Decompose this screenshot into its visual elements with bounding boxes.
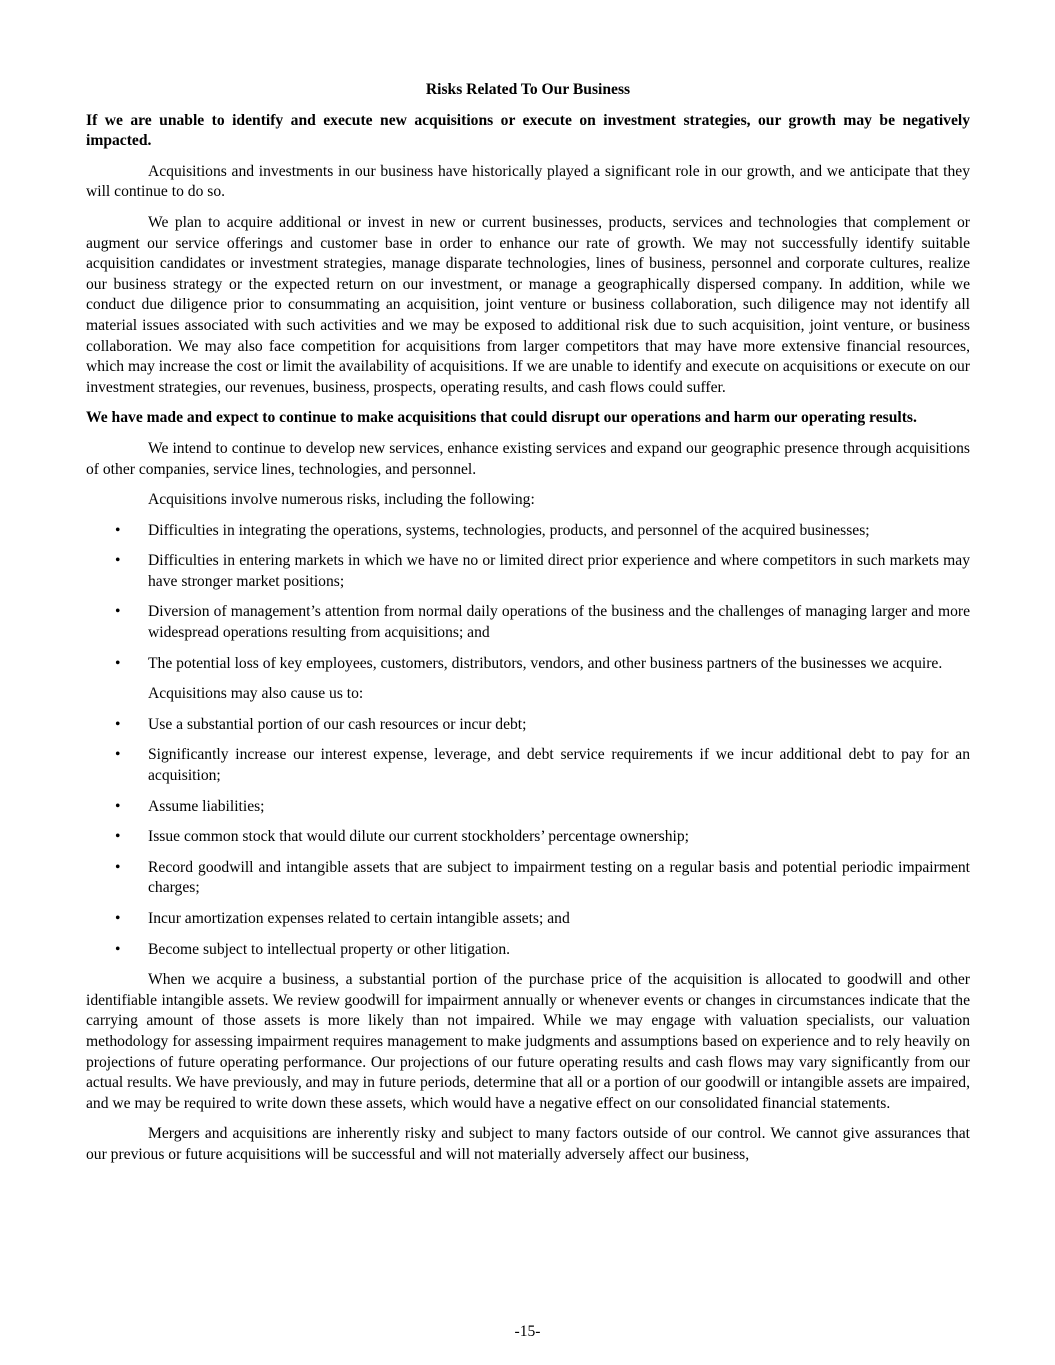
list-item	[86, 858, 970, 899]
document-page	[86, 80, 970, 1166]
list-item	[86, 715, 970, 736]
paragraph-mergers-risk: Mergers and acquisitions are inherently risky and subject to many factors outside of our control. We cannot give assurances that our previous or future acquisitions will be successful and will not materially adversely affect our business,	[86, 1125, 970, 1163]
list-item-text: Difficulties in integrating the operations, systems, technologies, products, and personnel of the acquired businesses;	[148, 521, 870, 539]
bullet-icon: •	[115, 910, 121, 927]
bullet-icon: •	[115, 858, 121, 876]
bullet-icon: •	[115, 828, 121, 846]
list-item-text: Record goodwill and intangible assets that are subject to impairment testing on a regular basis and potential periodic impairment charges;	[148, 858, 970, 897]
list-item	[86, 745, 970, 786]
bullet-icon: •	[115, 552, 121, 570]
section-title: Risks Related To Our Business	[425, 81, 631, 98]
acquisition-consequences-list	[86, 715, 970, 960]
list-item-text: Issue common stock that would dilute our current stockholders’ percentage ownership;	[148, 828, 690, 846]
paragraph-growth-intent: We intend to continue to develop new services, enhance existing services and expand our geographic presence through acquisitions of other companies, service lines, technologies, and personnel.	[86, 439, 970, 478]
list-item	[86, 551, 970, 592]
risk-heading-disrupt-operations: We have made and expect to continue to make acquisitions that could disrupt our operations and harm our operating results.	[86, 409, 917, 427]
bullet-icon: •	[115, 797, 121, 815]
list-item-text: Diversion of management’s attention from normal daily operations of the business and the challenges of managing larger and more widespread operations resulting from acquisitions; and	[148, 603, 970, 642]
paragraph-risks-lead: Acquisitions involve numerous risks, including the following:	[148, 491, 535, 509]
page-number: -15-	[514, 1323, 541, 1340]
list-item	[86, 654, 970, 675]
paragraph-acquisition-plans: We plan to acquire additional or invest in new or current businesses, products, services and technologies that complement or augment our service offerings and customer base in order to enhance our rate of growth. We may not successfully identify suitable acquisition candidates or investment strategies, manage disparate technologies, lines of business, personnel and corporate cultures, realize our business strategy or the expected return on our investment, or manage a geographically dispersed company. In addition, while we conduct due diligence prior to consummating an acquisition, joint venture or business collaboration, such diligence may not identify all material issues associated with such activities and we may be exposed to additional risk due to such acquisition, joint venture, or business collaboration. We may also face competition for acquisitions from larger competitors that may have more extensive financial resources, which may increase the cost or limit the availability of acquisitions. If we are unable to identify and execute on acquisitions or execute on our investment strategies, our revenues, business, prospects, operating results, and cash flows could suffer.	[86, 213, 970, 396]
list-item	[86, 521, 970, 542]
bullet-icon: •	[115, 603, 121, 621]
paragraph-goodwill: When we acquire a business, a substantial portion of the purchase price of the acquisition is allocated to goodwill and other identifiable intangible assets. We review goodwill for impairment annually or whenever events or changes in circumstances indicate that the carrying amount of those assets is more likely than not impaired. While we may engage with valuation specialists, our valuation methodology for assessing impairment requires management to make judgments and assumptions based on experience and to rely heavily on projections of future operating performance. Our projections of our future operating results and cash flows may vary significantly from our actual results. We have previously, and may in future periods, determine that all or a portion of our goodwill or intangible assets are impaired, and we may be required to write down these assets, which would have a negative effect on our consolidated financial statements.	[86, 971, 970, 1112]
bullet-icon: •	[115, 654, 121, 672]
bullet-icon: •	[115, 715, 121, 733]
list-item-text: Become subject to intellectual property or other litigation.	[148, 940, 511, 958]
list-item-text: Difficulties in entering markets in which we have no or limited direct prior experience and where competitors in such markets may have stronger market positions;	[148, 552, 970, 590]
bullet-icon: •	[115, 940, 121, 958]
list-item-text: Incur amortization expenses related to certain intangible assets; and	[148, 910, 570, 927]
list-item-text: Assume liabilities;	[148, 797, 265, 815]
list-item-text: Significantly increase our interest expense, leverage, and debt service requirements if we incur additional debt to pay for an acquisition;	[148, 746, 970, 785]
acquisition-risks-list	[86, 521, 970, 675]
list-item-text: Use a substantial portion of our cash resources or incur debt;	[148, 715, 527, 733]
paragraph-historical-role: Acquisitions and investments in our business have historically played a significant role in our growth, and we anticipate that they will continue to do so.	[86, 162, 970, 201]
list-item	[86, 797, 970, 818]
bullet-icon: •	[115, 746, 121, 764]
list-item	[86, 827, 970, 848]
list-item	[86, 602, 970, 643]
list-item	[86, 940, 970, 961]
list-item-text: The potential loss of key employees, customers, distributors, vendors, and other business partners of the businesses we acquire.	[148, 654, 943, 672]
list-item	[86, 909, 970, 930]
bullet-icon: •	[115, 521, 121, 539]
paragraph-causes-lead: Acquisitions may also cause us to:	[148, 685, 364, 703]
risk-heading-acquisitions-growth: If we are unable to identify and execute new acquisitions or execute on investment strategies, our growth may be negatively impacted.	[86, 111, 970, 150]
